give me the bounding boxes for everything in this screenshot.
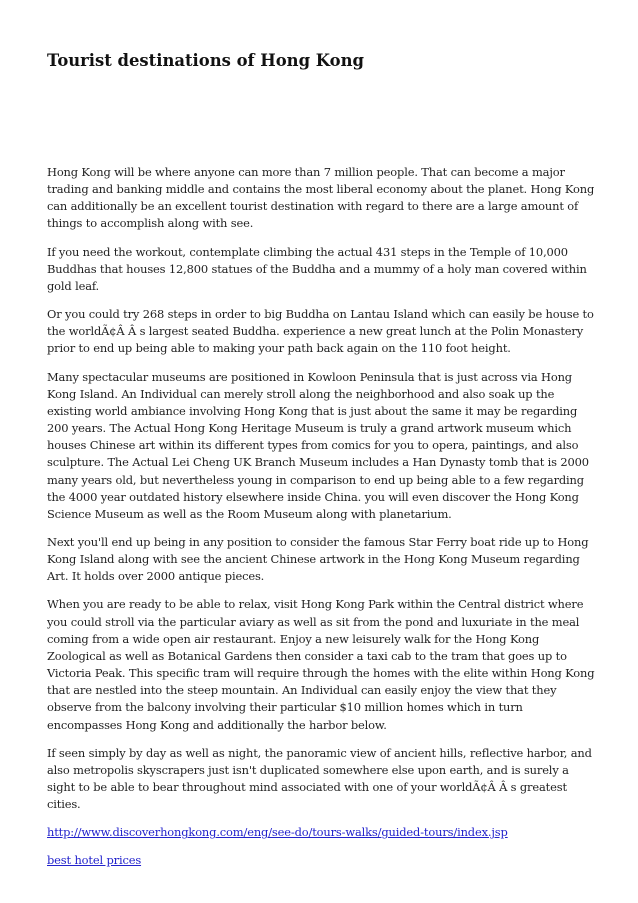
link-row-discoverhongkong — [47, 824, 595, 841]
paragraph-temple: If you need the workout, contemplate climbing the actual 431 steps in the Temple of 10,000 Buddhas that houses 12,800 statues of the Buddha and a mummy of a holy man covered within gold leaf. — [47, 244, 587, 293]
paragraph-panoramic-view: If seen simply by day as well as night, the panoramic view of ancient hills, reflective harbor, and also metropolis skyscrapers just isn't duplicated somewhere else upon earth, and is surely a sight to be able to bear throughout mind associated with one of your worldÃ¢Â Â s greatest cities. — [47, 745, 592, 812]
document-body — [47, 164, 595, 881]
page-title: Tourist destinations of Hong Kong — [47, 51, 364, 70]
paragraph-hong-kong-park: When you are ready to be able to relax, visit Hong Kong Park within the Central district where you could stroll via the particular aviary as well as sit from the pond and luxuriate in the meal coming from a wide open air restaurant. Enjoy a new leisurely walk for the Hong Kong Zoological as well as Botanical Gardens then consider a taxi cab to the tram that goes up to Victoria Peak. This specific tram will require through the homes with the elite within Hong Kong that are nestled into the steep mountain. An Individual can easily enjoy the view that they observe from the balcony involving their particular $10 million homes which in turn encompasses Hong Kong and additionally the harbor below. — [47, 597, 595, 732]
discoverhongkong-link[interactable]: http://www.discoverhongkong.com/eng/see-do/tours-walks/guided-tours/index.jsp — [47, 825, 508, 840]
paragraph-star-ferry: Next you'll end up being in any position to consider the famous Star Ferry boat ride up to Hong Kong Island along with see the ancient Chinese artwork in the Hong Kong Museum regarding Art. It holds over 2000 antique pieces. — [47, 534, 589, 584]
paragraph-big-buddha: Or you could try 268 steps in order to big Buddha on Lantau Island which can easily be house to the worldÃ¢Â Â s largest seated Buddha. experience a new great lunch at the Polin Monastery prior to end up being able to making your path back again on the 110 foot height. — [47, 307, 594, 356]
paragraph-intro: Hong Kong will be where anyone can more than 7 million people. That can become a major trading and banking middle and contains the most liberal economy about the planet. Hong Kong can additionally be an excellent tourist destination with regard to there are a large amount of things to accomplish along with see. — [47, 165, 595, 231]
link-row-best-hotel-prices — [47, 852, 595, 869]
best-hotel-prices-link[interactable]: best hotel prices — [47, 853, 142, 868]
paragraph-museums: Many spectacular museums are positioned in Kowloon Peninsula that is just across via Hong Kong Island. An Individual can merely stroll along the neighborhood and also soak up the existing world ambiance involving Hong Kong that is just about the same it may be regarding 200 years. The Actual Hong Kong Heritage Museum is truly a grand artwork museum which houses Chinese art within its different types from comics for you to opera, paintings, and also sculpture. The Actual Lei Cheng UK Branch Museum includes a Han Dynasty tomb that is 2000 many years old, but nevertheless young in comparison to end up being able to a few regarding the 4000 year outdated history elsewhere inside China. you will even discover the Hong Kong Science Museum as well as the Room Museum along with planetarium. — [47, 369, 589, 521]
